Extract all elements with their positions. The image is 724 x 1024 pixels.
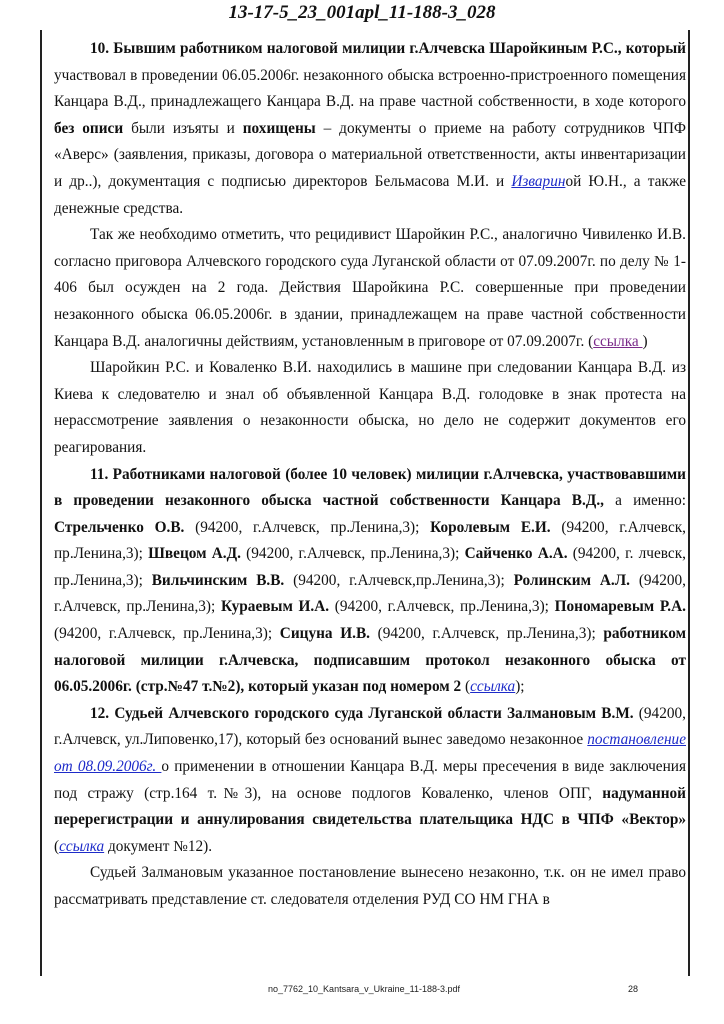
document-body xyxy=(54,36,686,914)
paragraph-10-lead: 10. Бывшим работником налоговой милиции г.Алчевска Шаройкиным Р.С., который xyxy=(90,40,686,57)
paragraph-10-text-2: были изъяты и xyxy=(123,119,243,137)
person-name: Королевым Е.И. xyxy=(430,518,551,536)
person-address: (94200, г.Алчевск, пр.Ленина,3); xyxy=(54,571,686,616)
person-name: Сайченко А.А. xyxy=(464,545,568,563)
paragraph-12-text-1: (94200, г.Алчевск, ул.Липовенко,17), который без оснований вынес заведомо незаконное xyxy=(54,704,686,749)
paragraph-recidivist-close: ) xyxy=(642,332,648,350)
person-name: Ролинским А.Л. xyxy=(513,571,630,589)
person-address: (94200, г.Алчевск, пр.Ленина,3); xyxy=(369,625,604,643)
paragraph-10-text-4: ой Ю.Н., а также денежные средства. xyxy=(54,172,686,217)
person-address: (94200, г.Алчевск,пр.Ленина,3); xyxy=(284,571,514,589)
verdict-link[interactable]: ссылка xyxy=(593,332,643,350)
resolution-link[interactable]: постановление от 08.09.2006г. xyxy=(54,731,686,776)
paragraph-11 xyxy=(54,462,686,701)
left-margin-rule xyxy=(40,30,42,976)
paragraph-11-protocol: работником налоговой милиции г.Алчевска, подписавшим протокол незаконного обыска от 06.05.2006г. (стр.№47 т.№2), который указан под номером 2 xyxy=(54,625,686,696)
person-address: (94200, г.Алчевск, пр.Ленина,3); xyxy=(240,545,465,563)
paragraph-12-bold-vat: надуманной перерегистрации и аннулирования свидетельства плательщика НДС в ЧПФ «Вектор» xyxy=(54,784,686,829)
paragraph-10 xyxy=(54,36,686,222)
person-address: (94200, г. лчевск, пр.Ленина,3); xyxy=(54,545,686,589)
protocol-link[interactable]: ссылка xyxy=(470,678,516,696)
person-address: (94200, г.Алчевск, пр.Ленина,3); xyxy=(184,518,431,536)
document-12-link[interactable]: ссылка xyxy=(59,837,105,855)
paragraph-11-lead: 11. Работниками налоговой (более 10 человек) милиции г.Алчевска, участвовавшими в проведении незаконного обыска частной собственности Канцара В.Д., xyxy=(54,465,686,510)
page-footer xyxy=(0,982,724,996)
person-name: Сицуна И.В. xyxy=(279,625,370,643)
paragraph-12-open: ( xyxy=(54,837,60,855)
person-address: (94200, г.Алчевск, пр.Ленина,3); xyxy=(54,518,686,563)
paragraph-11-namely: а именно: xyxy=(603,492,686,510)
paragraph-11-open: ( xyxy=(461,678,471,696)
footer-filename: no_7762_10_Kantsara_v_Ukraine_11-188-3.pdf xyxy=(268,984,460,994)
paragraph-car: Шаройкин Р.С. и Коваленко В.И. находились в машине при следовании Канцара В.Д. из Киева к следователю и знал об объявленной Канцара В.Д. голодовке в знак протеста на нерассмотрение заявления о незаконности обыска, но дело не содержит документов его реагирования. xyxy=(54,359,686,456)
paragraph-11-close: ); xyxy=(515,678,525,696)
paragraph-12-lead: 12. Судьей Алчевского городского суда Луганской области Залмановым В.М. xyxy=(90,704,634,722)
izvarina-link[interactable]: Изварин xyxy=(511,172,566,190)
document-header-title: 13-17-5_23_001apl_11-188-3_028 xyxy=(228,2,496,23)
person-name: Вильчинским В.В. xyxy=(151,571,285,589)
person-address: (94200, г.Алчевск, пр.Ленина,3); xyxy=(329,598,555,616)
person-name: Стрельченко О.В. xyxy=(54,518,185,536)
footer-page-number: 28 xyxy=(628,984,639,994)
paragraph-12-close: документ №12). xyxy=(104,837,213,855)
person-name: Кураевым И.А. xyxy=(220,598,330,616)
paragraph-recidivist-text: Так же необходимо отметить, что рецидивист Шаройкин Р.С., аналогично Чивиленко И.В. согласно приговора Алчевского городского суда Луганской области от 07.09.2007г. по делу № 1-406 был осужден на 2 года. Действия Шаройкина Р.С. совершенные при проведении незаконного обыска 06.05.2006г. в здании, принадлежащем на праве частной собственности Канцара В.Д. аналогичны действиям, установленным в приговоре от 07.09.2007г. ( xyxy=(54,226,686,350)
paragraph-12 xyxy=(54,701,686,861)
paragraph-judge: Судьей Залмановым указанное постановление вынесено незаконно, т.к. он не имел право рассматривать представление ст. следователя отделения РУД СО НМ ГНА в xyxy=(54,864,686,908)
person-name: Пономаревым Р.А. xyxy=(554,598,686,616)
paragraph-12-text-2: о применении в отношении Канцара В.Д. меры пресечения в виде заключения под стражу (стр.164 т.№3), на основе подлогов Коваленко, членов ОПГ, xyxy=(54,758,686,802)
paragraph-10-text-3: – документы о приеме на работу сотрудников ЧПФ «Аверс» (заявления, приказы, договора о материальной ответственности, акты инвентаризации и др..), документация с подписью директоров Бельмасова М.И. и xyxy=(54,119,686,190)
right-margin-rule xyxy=(688,30,690,976)
person-name: Швецом А.Д. xyxy=(148,545,241,563)
paragraph-recidivist xyxy=(54,222,686,355)
paragraph-10-bold-without-inventory: без описи xyxy=(54,119,124,137)
paragraph-10-text-1: участвовал в проведении 06.05.2006г. незаконного обыска встроенно-пристроенного помещения Канцара В.Д., принадлежащего Канцара В.Д. на праве частной собственности, в ходе которого xyxy=(54,66,686,111)
person-address: (94200, г.Алчевск, пр.Ленина,3); xyxy=(54,625,280,643)
paragraph-10-bold-stolen: похищены xyxy=(242,119,316,137)
